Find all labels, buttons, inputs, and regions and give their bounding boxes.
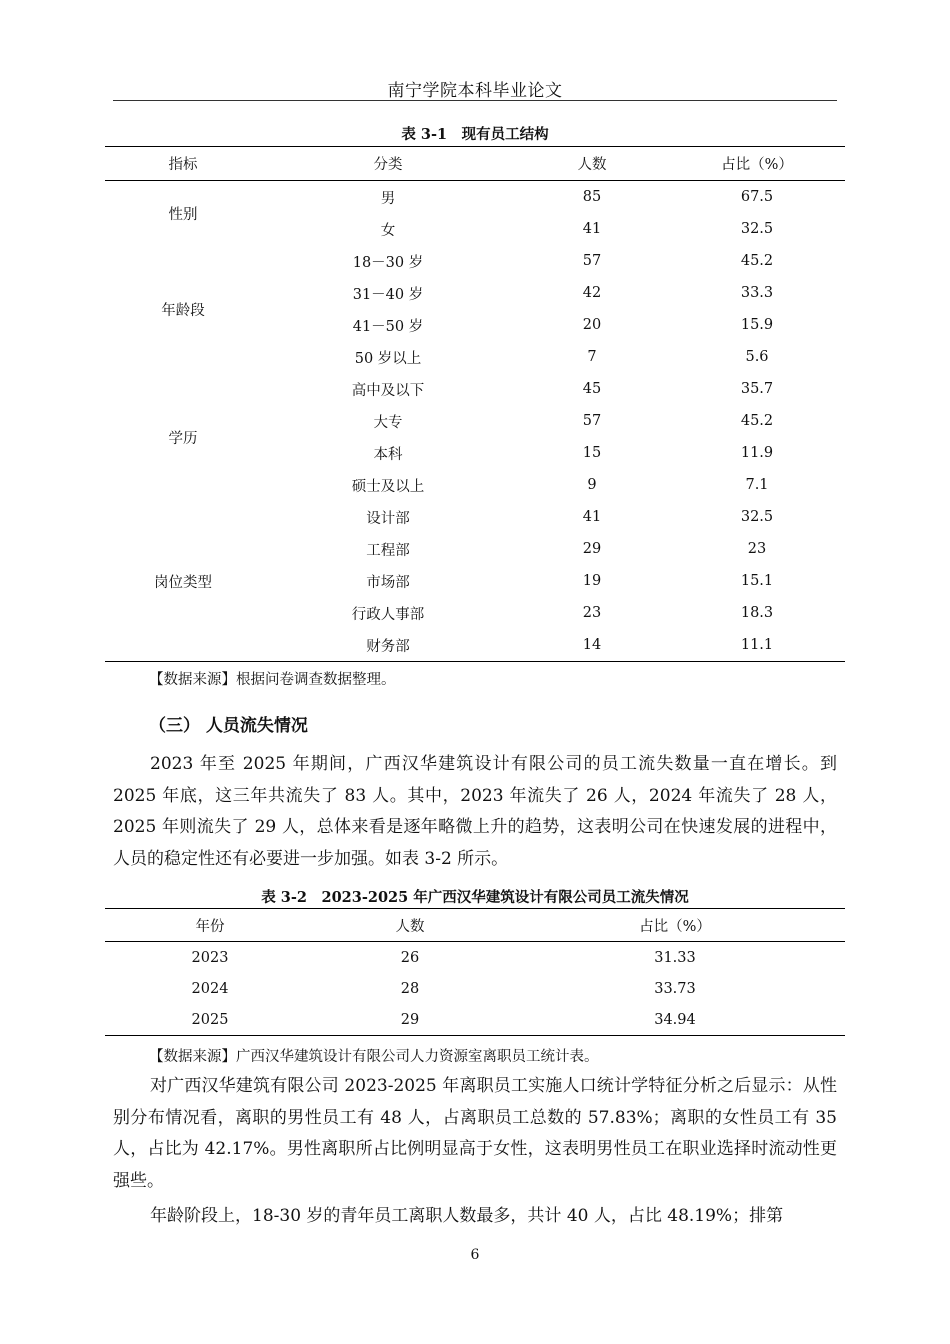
percent-cell: 34.94 <box>654 1011 696 1028</box>
year-cell: 2023 <box>191 949 229 966</box>
count-cell: 28 <box>400 980 420 997</box>
category-cell: 行政人事部 <box>351 606 425 623</box>
table2-caption: 表 3-2 2023-2025 年广西汉华建筑设计有限公司员工流失情况 <box>261 889 689 906</box>
category-cell: 41－50 岁 <box>352 318 424 335</box>
count-cell: 45 <box>582 381 602 397</box>
table1-header-percent: 占比（%） <box>669 147 845 181</box>
percent-cell: 31.33 <box>654 949 696 966</box>
count-cell: 57 <box>582 413 602 429</box>
indicator-cell: 性别 <box>168 206 198 223</box>
table1-header-indicator: 指标 <box>105 147 261 181</box>
indicator-cell: 学历 <box>168 430 198 447</box>
category-cell: 财务部 <box>366 638 410 655</box>
count-cell: 20 <box>582 317 602 333</box>
percent-cell: 15.9 <box>740 317 774 333</box>
paragraph-gender-analysis: 对广西汉华建筑有限公司 2023-2025 年离职员工实施人口统计学特征分析之后显示：从性别分布情况看，离职的男性员工有 48 人，占离职员工总数的 57.83%；离职的女性员工有 35 人，占比为 42.17%。男性离职所占比例明显高于女性，这表明男性员工在职业选择时流动性更强些。 <box>113 1076 837 1191</box>
percent-cell: 35.7 <box>740 381 774 397</box>
count-cell: 29 <box>400 1011 420 1028</box>
category-cell: 高中及以下 <box>351 382 425 399</box>
count-cell: 41 <box>582 221 602 237</box>
count-cell: 29 <box>582 541 602 557</box>
count-cell: 26 <box>400 949 420 966</box>
percent-cell: 7.1 <box>745 477 769 493</box>
category-cell: 硕士及以上 <box>351 478 425 495</box>
section-heading: （三） 人员流失情况 <box>149 716 308 736</box>
percent-cell: 11.1 <box>740 637 774 653</box>
year-cell: 2025 <box>191 1011 229 1028</box>
percent-cell: 23 <box>747 541 767 557</box>
table2-header-count: 人数 <box>315 909 505 942</box>
table1-header-row <box>105 147 845 181</box>
header-rule <box>113 100 837 101</box>
category-cell: 市场部 <box>366 574 410 591</box>
table-row <box>105 181 845 214</box>
percent-cell: 45.2 <box>740 413 774 429</box>
table-row <box>105 373 845 405</box>
count-cell: 7 <box>587 349 597 365</box>
category-cell: 男 <box>380 190 396 207</box>
count-cell: 42 <box>582 285 602 301</box>
count-cell: 9 <box>587 477 597 493</box>
count-cell: 15 <box>582 445 602 461</box>
table-row <box>105 973 845 1004</box>
count-cell: 57 <box>582 253 602 269</box>
indicator-cell: 年龄段 <box>161 302 205 319</box>
table2-source-note: 【数据来源】广西汉华建筑设计有限公司人力资源室离职员工统计表。 <box>149 1049 599 1065</box>
table1-header-count: 人数 <box>515 147 669 181</box>
category-cell: 设计部 <box>366 510 410 527</box>
percent-cell: 11.9 <box>740 445 774 461</box>
count-cell: 85 <box>582 189 602 205</box>
category-cell: 31－40 岁 <box>352 286 424 303</box>
category-cell: 50 岁以上 <box>354 350 422 367</box>
table2-header-percent: 占比（%） <box>505 909 845 942</box>
percent-cell: 45.2 <box>740 253 774 269</box>
table-row <box>105 245 845 277</box>
category-cell: 本科 <box>373 446 403 463</box>
table1-header-category: 分类 <box>261 147 515 181</box>
paragraph-staff-turnover: 2023 年至 2025 年期间，广西汉华建筑设计有限公司的员工流失数量一直在增长。到 2025 年底，这三年共流失了 83 人。其中，2023 年流失了 26 人，2024 年流失了 28 人，2025 年则流失了 29 人，总体来看是逐年略微上升的趋势，这表明公司在快速发展的进程中，人员的稳定性还有必要进一步加强。如表 3-2 所示。 <box>113 754 837 869</box>
percent-cell: 32.5 <box>740 221 774 237</box>
paragraph-age-analysis: 年龄阶段上，18-30 岁的青年员工离职人数最多，共计 40 人，占比 48.19%；排第 <box>150 1206 784 1226</box>
percent-cell: 15.1 <box>740 573 774 589</box>
count-cell: 23 <box>582 605 602 621</box>
table1-source-note: 【数据来源】根据问卷调查数据整理。 <box>149 672 396 688</box>
table-row <box>105 1004 845 1036</box>
percent-cell: 33.73 <box>654 980 696 997</box>
table-row <box>105 942 845 974</box>
count-cell: 41 <box>582 509 602 525</box>
table2-header-year: 年份 <box>105 909 315 942</box>
percent-cell: 33.3 <box>740 285 774 301</box>
category-cell: 女 <box>380 222 396 239</box>
count-cell: 14 <box>582 637 602 653</box>
year-cell: 2024 <box>191 980 229 997</box>
category-cell: 大专 <box>373 414 403 431</box>
page-header: 南宁学院本科毕业论文 <box>387 81 563 101</box>
percent-cell: 32.5 <box>740 509 774 525</box>
page-number: 6 <box>470 1247 480 1263</box>
staff-structure-table <box>105 146 845 662</box>
category-cell: 18－30 岁 <box>352 254 424 271</box>
turnover-table <box>105 908 845 1036</box>
percent-cell: 5.6 <box>745 349 769 365</box>
table1-caption: 表 3-1 现有员工结构 <box>401 126 549 143</box>
percent-cell: 18.3 <box>740 605 774 621</box>
indicator-cell: 岗位类型 <box>154 574 212 591</box>
table2-header-row <box>105 909 845 942</box>
count-cell: 19 <box>582 573 602 589</box>
category-cell: 工程部 <box>366 542 410 559</box>
table-row <box>105 501 845 533</box>
percent-cell: 67.5 <box>740 189 774 205</box>
